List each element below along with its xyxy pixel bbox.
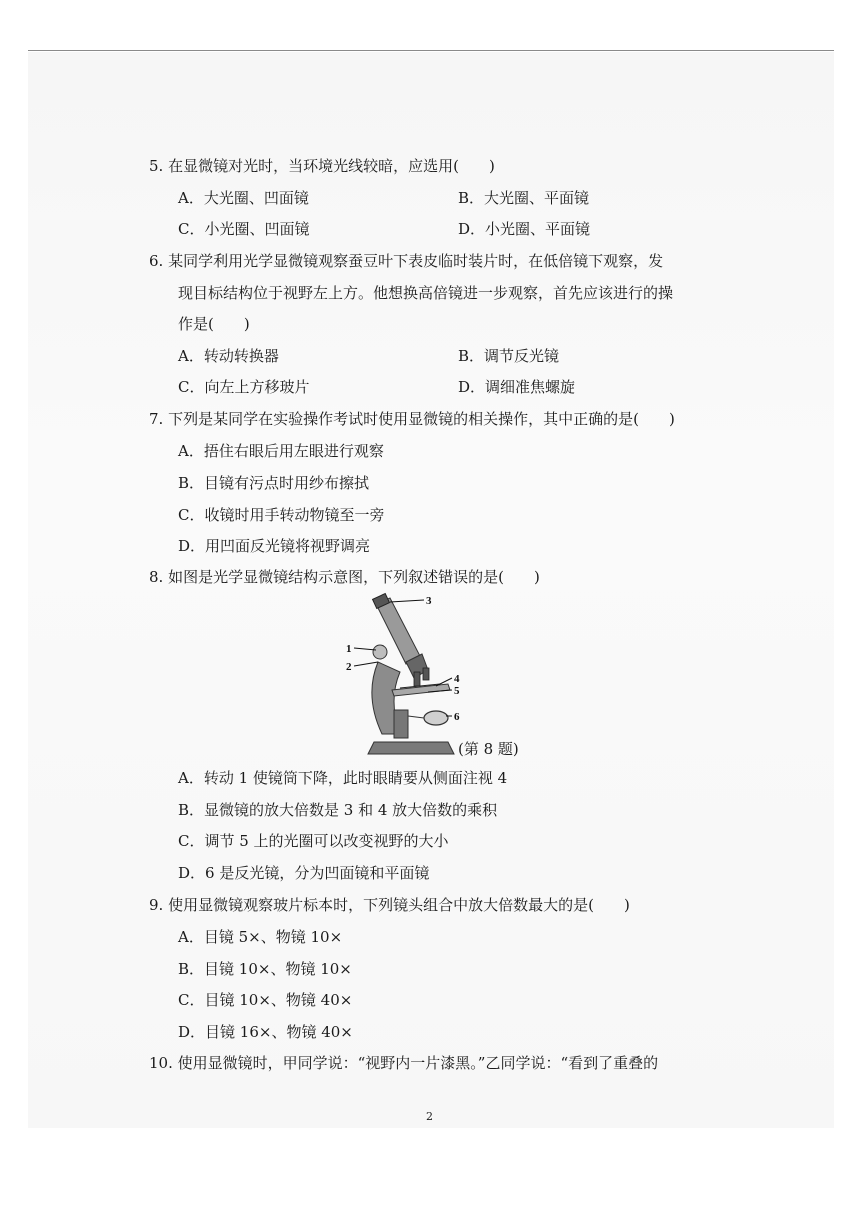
question-5-option-d: D．小光圈、平面镜 bbox=[458, 220, 591, 238]
question-6-option-a: A．转动转换器 bbox=[178, 347, 279, 365]
question-8-option-a: A．转动 1 使镜筒下降，此时眼睛要从侧面注视 4 bbox=[178, 769, 508, 787]
figure-label-5: 5 bbox=[454, 685, 460, 697]
figure-label-4: 4 bbox=[454, 673, 460, 685]
page-number: 2 bbox=[426, 1110, 433, 1123]
top-rule bbox=[28, 50, 834, 51]
question-6-stem-line-3: 作是( ) bbox=[178, 315, 250, 333]
question-7-option-a: A．捂住右眼后用左眼进行观察 bbox=[178, 442, 384, 460]
question-7-option-b: B．目镜有污点时用纱布擦拭 bbox=[178, 474, 370, 492]
question-5-stem: 5. 在显微镜对光时，当环境光线较暗，应选用( ) bbox=[149, 157, 495, 175]
question-6-stem-line-1: 6. 某同学利用光学显微镜观察蚕豆叶下表皮临时装片时，在低倍镜下观察，发 bbox=[149, 252, 664, 270]
question-7-stem: 7. 下列是某同学在实验操作考试时使用显微镜的相关操作，其中正确的是( ) bbox=[149, 410, 675, 428]
question-5-option-a: A．大光圈、凹面镜 bbox=[178, 189, 309, 207]
question-6-option-c: C．向左上方移玻片 bbox=[178, 378, 310, 396]
question-9-option-b: B．目镜 10×、物镜 10× bbox=[178, 960, 352, 978]
question-5-option-b: B．大光圈、平面镜 bbox=[458, 189, 590, 207]
microscope-diagram bbox=[328, 592, 528, 758]
figure-label-2: 2 bbox=[346, 661, 352, 673]
question-5-option-c: C．小光圈、凹面镜 bbox=[178, 220, 310, 238]
question-8-stem: 8. 如图是光学显微镜结构示意图，下列叙述错误的是( ) bbox=[149, 568, 540, 586]
figure-caption: (第 8 题) bbox=[458, 740, 519, 758]
question-9-option-a: A．目镜 5×、物镜 10× bbox=[178, 928, 343, 946]
question-8-option-d: D．6 是反光镜，分为凹面镜和平面镜 bbox=[178, 864, 430, 882]
question-7-option-d: D．用凹面反光镜将视野调亮 bbox=[178, 537, 371, 555]
question-6-option-d: D．调细准焦螺旋 bbox=[458, 378, 576, 396]
question-9-stem: 9. 使用显微镜观察玻片标本时，下列镜头组合中放大倍数最大的是( ) bbox=[149, 896, 630, 914]
question-9-option-c: C．目镜 10×、物镜 40× bbox=[178, 991, 353, 1009]
question-9-option-d: D．目镜 16×、物镜 40× bbox=[178, 1023, 353, 1041]
question-6-option-b: B．调节反光镜 bbox=[458, 347, 560, 365]
figure-label-1: 1 bbox=[346, 643, 352, 655]
scanned-page bbox=[28, 52, 834, 1128]
question-8-option-c: C．调节 5 上的光圈可以改变视野的大小 bbox=[178, 832, 449, 850]
question-8-option-b: B．显微镜的放大倍数是 3 和 4 放大倍数的乘积 bbox=[178, 801, 498, 819]
figure-label-6: 6 bbox=[454, 711, 460, 723]
question-10-stem: 10. 使用显微镜时，甲同学说：“视野内一片漆黑。”乙同学说：“看到了重叠的 bbox=[149, 1054, 659, 1072]
question-7-option-c: C．收镜时用手转动物镜至一旁 bbox=[178, 506, 385, 524]
figure-label-3: 3 bbox=[426, 595, 432, 607]
question-6-stem-line-2: 现目标结构位于视野左上方。他想换高倍镜进一步观察，首先应该进行的操 bbox=[178, 284, 674, 302]
